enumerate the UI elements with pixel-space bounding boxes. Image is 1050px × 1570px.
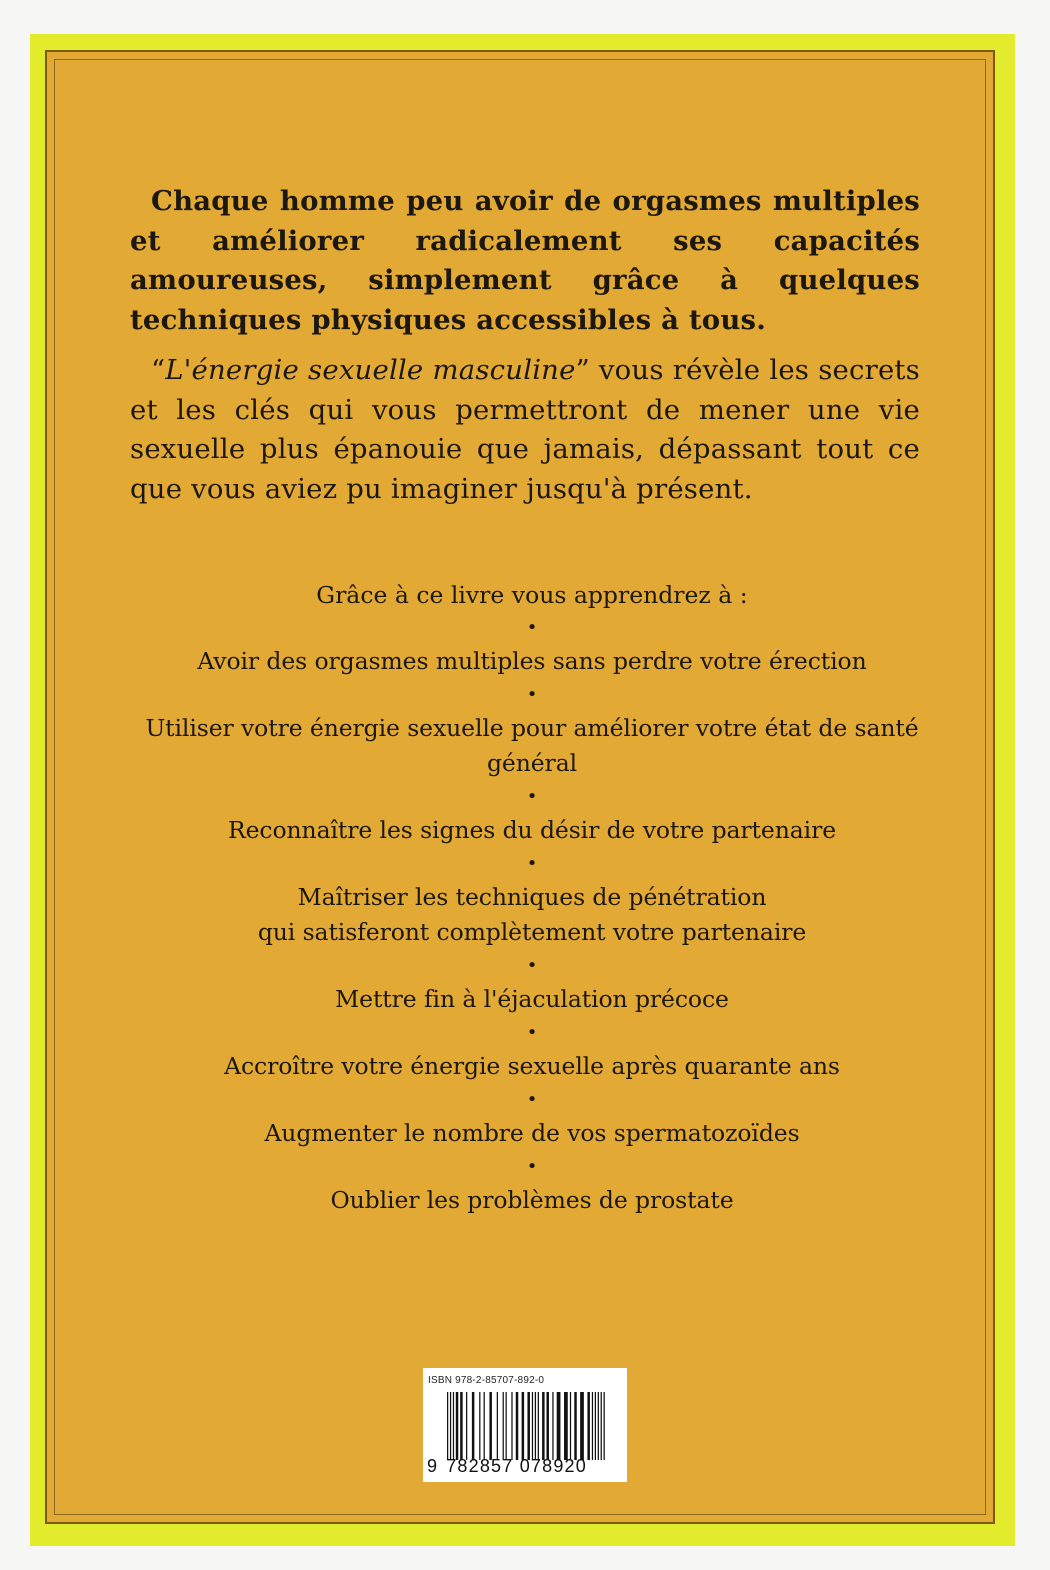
barcode-bar [497, 1392, 498, 1460]
barcode-bar [595, 1392, 596, 1460]
barcode-bar [601, 1392, 602, 1460]
benefit-item: Avoir des orgasmes multiples sans perdre votre érection [197, 647, 867, 675]
barcode-bar [466, 1392, 467, 1460]
close-quote: ” [575, 354, 590, 386]
intro-paragraph-1: Chaque homme peu avoir de orgasmes multiples et améliorer radicalement ses capacités amoureuses, simplement grâce à quelques techniques physiques accessibles à tous. [130, 185, 920, 336]
barcode-bar [535, 1392, 536, 1460]
benefit-item: Oublier les problèmes de prostate [330, 1186, 734, 1214]
barcode-bar [489, 1392, 491, 1460]
barcode-bar [538, 1392, 539, 1460]
barcode-digit-group-1: 782857 [446, 1456, 514, 1476]
barcode-bar [542, 1392, 544, 1460]
barcode-bar [447, 1392, 448, 1460]
bullet-separator: • [526, 617, 538, 638]
barcode-bar [460, 1392, 462, 1460]
book-back-cover [30, 34, 1015, 1546]
barcode-bar [587, 1392, 589, 1460]
barcode-digits [427, 1456, 587, 1477]
bullet-separator: • [526, 1022, 538, 1043]
barcode-bar [516, 1392, 518, 1460]
barcode-bar [546, 1392, 548, 1460]
benefit-item: Reconnaître les signes du désir de votre partenaire [227, 816, 837, 844]
barcode-bar [527, 1392, 529, 1460]
barcode-bar [604, 1392, 605, 1460]
barcode-bar [592, 1392, 593, 1460]
benefit-item: Mettre fin à l'éjaculation précoce [335, 985, 729, 1013]
barcode-bar [450, 1392, 451, 1460]
benefit-item: Utiliser votre énergie sexuelle pour améliorer votre état de santé général [145, 714, 919, 777]
open-quote: “ [151, 354, 166, 386]
intro-paragraph-2 [130, 351, 920, 509]
benefits-heading: Grâce à ce livre vous apprendrez à : [316, 581, 748, 609]
benefit-item: Augmenter le nombre de vos spermatozoïdes [264, 1119, 800, 1147]
isbn-label: ISBN 978-2-85707-892-0 [428, 1375, 545, 1386]
bullet-separator: • [526, 1156, 538, 1177]
barcode-bar [564, 1392, 568, 1460]
isbn-barcode-box [423, 1368, 627, 1482]
barcode-bar [557, 1392, 561, 1460]
barcode-digit-prefix: 9 [427, 1456, 439, 1476]
benefit-item: Accroître votre énergie sexuelle après quarante ans [224, 1052, 840, 1080]
book-title-reference: L'énergie sexuelle masculine [165, 354, 576, 386]
intro-paragraph-2-rest: vous révèle les secrets et les clés qui vous permettront de mener une vie sexuelle plus épanouie que jamais, dépassant tout ce que vous aviez pu imaginer jusqu'à présent. [130, 354, 920, 505]
barcode-bar [574, 1392, 576, 1460]
barcode-bar [506, 1392, 507, 1460]
barcode-bar [570, 1392, 571, 1460]
barcode-bar [552, 1392, 553, 1460]
intro-text [130, 182, 920, 509]
benefit-item-continued: qui satisferont complètement votre partenaire [257, 918, 807, 946]
cover-panel [45, 50, 995, 1524]
barcode-icon [447, 1392, 605, 1460]
barcode-bar [479, 1392, 480, 1460]
bullet-separator: • [526, 955, 538, 976]
barcode-bar [484, 1392, 485, 1460]
barcode-bar [511, 1392, 512, 1460]
bullet-separator: • [526, 684, 538, 705]
barcode-bar [598, 1392, 599, 1460]
barcode-bar [453, 1392, 454, 1460]
barcode-bar [456, 1392, 458, 1460]
barcode-bar [503, 1392, 504, 1460]
bullet-separator: • [526, 853, 538, 874]
bullet-separator: • [526, 786, 538, 807]
barcode-bar [472, 1392, 474, 1460]
barcode-bar [580, 1392, 584, 1460]
barcode-bar [522, 1392, 524, 1460]
benefit-item: Maîtriser les techniques de pénétration [297, 883, 767, 911]
benefits-list [107, 578, 957, 1218]
barcode-digit-group-2: 078920 [519, 1456, 587, 1476]
bullet-separator: • [526, 1089, 538, 1110]
barcode-bar [532, 1392, 533, 1460]
